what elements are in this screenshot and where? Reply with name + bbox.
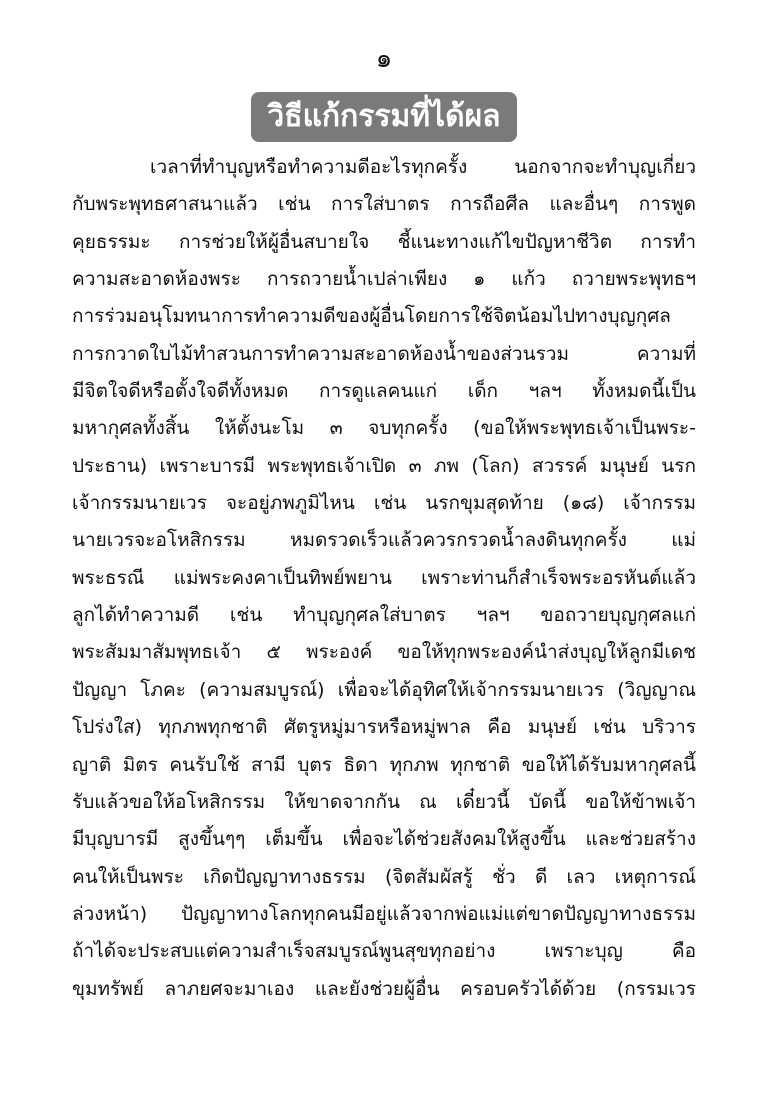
body-line: รับแล้วขอให้อโหสิกรรม ให้ขาดจากกัน ณ เดี๋ยวนี้ บัดนี้ ขอให้ข้าพเจ้า [72, 790, 696, 813]
body-line: นายเวรจะอโหสิกรรม หมดรวดเร็วแล้วควรกรวดน้ำลงดินทุกครั้ง แม่ [72, 529, 696, 552]
body-line: คุยธรรมะ การช่วยให้ผู้อื่นสบายใจ ชี้แนะทางแก้ไขปัญหาชีวิต การทำ [72, 230, 696, 253]
page-number: ๑ [375, 44, 393, 74]
body-line: เวลาที่ทำบุญหรือทำความดีอะไรทุกครั้ง นอกจากจะทำบุญเกี่ยว [150, 156, 696, 178]
body-line: การร่วมอนุโมทนาการทำความดีของผู้อื่นโดยการใช้จิตน้อมไปทางบุญกุศล [72, 305, 671, 328]
body-line: การกวาดใบไม้ทำสวนการทำความสะอาดห้องน้ำของส่วนรวม ความที่ [72, 342, 696, 365]
body-line: พระสัมมาสัมพุทธเจ้า ๕ พระองค์ ขอให้ทุกพระองค์นำส่งบุญให้ลูกมีเดช [72, 641, 696, 664]
body-line: เจ้ากรรมนายเวร จะอยู่ภพภูมิไหน เช่น นรกขุมสุดท้าย (๑๘) เจ้ากรรม [72, 492, 696, 515]
body-line: คนให้เป็นพระ เกิดปัญญาทางธรรม (จิตสัมผัสรู้ ชั่ว ดี เลว เหตุการณ์ [72, 865, 696, 888]
body-line: พระธรณี แม่พระคงคาเป็นทิพย์พยาน เพราะท่านก็สำเร็จพระอรหันต์แล้ว [72, 566, 696, 589]
body-line: โปร่งใส) ทุกภพทุกชาติ ศัตรูหมู่มารหรือหมู่พาล คือ มนุษย์ เช่น บริวาร [72, 716, 696, 739]
body-line: มีจิตใจดีหรือตั้งใจดีทั้งหมด การดูแลคนแก่ เด็ก ฯลฯ ทั้งหมดนี้เป็น [72, 380, 696, 403]
body-line: ถ้าได้จะประสบแต่ความสำเร็จสมบูรณ์พูนสุขทุกอย่าง เพราะบุญ คือ [72, 940, 696, 963]
body-line: ขุมทรัพย์ ลาภยศจะมาเอง และยังช่วยผู้อื่น ครอบครัวได้ด้วย (กรรมเวร [72, 977, 696, 1000]
body-line: ลูกได้ทำความดี เช่น ทำบุญกุศลใส่บาตร ฯลฯ ขอถวายบุญกุศลแก่ [72, 604, 696, 627]
body-line: มหากุศลทั้งสิ้น ให้ตั้งนะโม ๓ จบทุกครั้ง (ขอให้พระพุทธเจ้าเป็นพระ- [72, 417, 696, 440]
body-text [72, 149, 696, 1008]
body-line: ล่วงหน้า) ปัญญาทางโลกทุกคนมีอยู่แล้วจากพ่อแม่แต่ขาดปัญญาทางธรรม [72, 902, 696, 925]
body-line: ประธาน) เพราะบารมี พระพุทธเจ้าเปิด ๓ ภพ (โลก) สวรรค์ มนุษย์ นรก [72, 454, 696, 477]
body-line: ญาติ มิตร คนรับใช้ สามี บุตร ธิดา ทุกภพ ทุกชาติ ขอให้ได้รับมหากุศลนี้ [72, 753, 696, 776]
body-line: ปัญญา โภคะ (ความสมบูรณ์) เพื่อจะได้อุทิศให้เจ้ากรรมนายเวร (วิญญาณ [72, 678, 696, 701]
body-line: กับพระพุทธศาสนาแล้ว เช่น การใส่บาตร การถือศีล และอื่นๆ การพูด [72, 193, 696, 216]
body-line: มีบุญบารมี สูงขึ้นๆๆ เต็มขึ้น เพื่อจะได้ช่วยสังคมให้สูงขึ้น และช่วยสร้าง [72, 828, 696, 851]
document-title: วิธีแก้กรรมที่ได้ผล [251, 92, 517, 142]
body-line: ความสะอาดห้องพระ การถวายน้ำเปล่าเพียง ๑ แก้ว ถวายพระพุทธฯ [72, 268, 696, 291]
